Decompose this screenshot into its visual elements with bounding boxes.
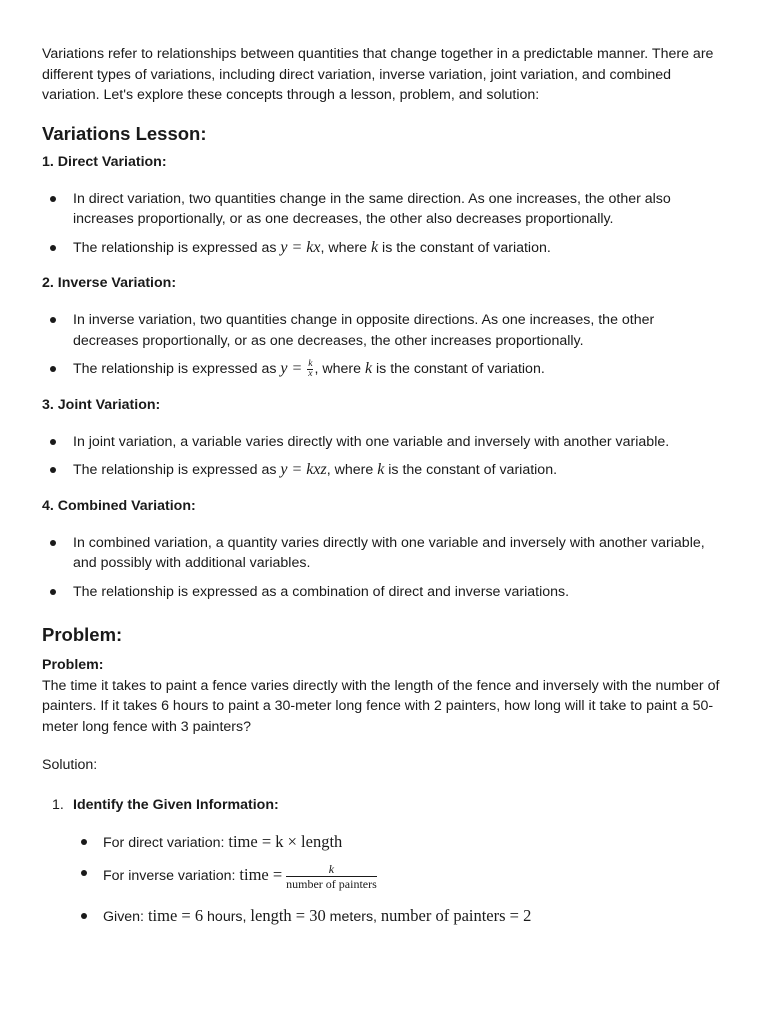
fraction-denominator: x <box>308 368 313 379</box>
inverse-variation-list <box>42 310 722 380</box>
bullet-text: hours, <box>203 908 251 925</box>
bullet-text: In direct variation, two quantities change in the same direction. As one increases, the other also increases proportionally, or as one decreases, the other also decreases proportionally. <box>73 190 671 227</box>
list-item <box>42 238 722 259</box>
bullet-text: For direct variation: <box>103 835 229 851</box>
list-item <box>42 460 722 481</box>
bullet-text: , where <box>314 361 365 377</box>
fraction-numerator: k <box>308 358 313 369</box>
bullet-text: is the constant of variation. <box>384 462 558 478</box>
math-variable: k <box>364 360 373 377</box>
step-title: Identify the Given Information: <box>73 796 279 813</box>
math-formula: y = kxz <box>280 461 327 478</box>
direct-variation-title: 1. Direct Variation: <box>42 153 167 170</box>
math-variable: k <box>370 238 379 256</box>
bullet-text: The relationship is expressed as a combination of direct and inverse variations. <box>73 583 570 600</box>
math-formula: time = 6 <box>147 905 204 925</box>
problem-heading: Problem: <box>42 624 123 645</box>
math-formula: y = kx <box>280 238 321 256</box>
combined-variation-list <box>42 533 722 603</box>
math-fraction <box>286 863 377 890</box>
problem-label: Problem: <box>42 657 104 673</box>
bullet-text: The relationship is expressed as <box>73 462 281 478</box>
problem-text: The time it takes to paint a fence varies directly with the length of the fence and inversely with the number of painters. If it takes 6 hours to paint a 30-meter long fence with 2 painters, how long will it take to paint a 50-meter long fence with 3 painters? <box>42 677 720 735</box>
fraction-numerator: k <box>286 863 377 877</box>
bullet-text: The relationship is expressed as <box>73 239 281 256</box>
bullet-text: The relationship is expressed as <box>73 361 281 377</box>
bullet-text: , where <box>326 462 378 478</box>
list-item <box>42 533 722 574</box>
bullet-text: Given: <box>103 908 148 925</box>
combined-variation-title: 4. Combined Variation: <box>42 497 196 514</box>
math-formula: y = <box>280 360 303 377</box>
bullet-text: is the constant of variation. <box>372 361 545 377</box>
joint-variation-title: 3. Joint Variation: <box>42 396 161 413</box>
bullet-text: is the constant of variation. <box>378 239 551 256</box>
bullet-text: In inverse variation, two quantities change in opposite directions. As one increases, the other decreases proportionally, or as one decreases, the other increases proportionally. <box>73 312 655 349</box>
list-item <box>42 359 722 380</box>
bullet-text: meters, <box>325 908 381 925</box>
direct-variation-list <box>42 189 722 259</box>
bullet-text: , where <box>320 239 371 256</box>
lesson-heading: Variations Lesson: <box>42 122 207 144</box>
intro-paragraph: Variations refer to relationships between quantities that change together in a predictable manner. There are different types of variations, including direct variation, inverse variation, joint variation, and combined variation. Let's explore these concepts through a lesson, problem, and solution: <box>42 46 714 103</box>
step-1 <box>42 795 722 816</box>
math-formula: number of painters = 2 <box>380 905 532 925</box>
list-item <box>42 832 722 854</box>
fraction-denominator: number of painters <box>286 876 377 891</box>
list-item <box>42 906 722 928</box>
step-number: 1. <box>52 796 64 813</box>
solution-label: Solution: <box>42 757 98 773</box>
list-item <box>42 432 722 453</box>
given-info-list <box>42 832 722 927</box>
list-item <box>42 863 722 890</box>
document-body <box>42 44 722 927</box>
math-variable: k <box>377 461 385 478</box>
list-item <box>42 189 722 230</box>
list-item <box>42 310 722 351</box>
math-formula: length = 30 <box>250 905 326 925</box>
math-formula: time = k × length <box>228 832 343 851</box>
math-fraction <box>307 360 313 379</box>
bullet-text: In joint variation, a variable varies directly with one variable and inversely with another variable. <box>73 433 670 450</box>
joint-variation-list <box>42 432 722 481</box>
bullet-text: For inverse variation: <box>103 867 240 884</box>
bullet-text: In combined variation, a quantity varies directly with one variable and inversely with another variable, and possibly with additional variables. <box>73 534 705 571</box>
math-formula: time = <box>239 864 283 884</box>
inverse-variation-title: 2. Inverse Variation: <box>42 275 177 291</box>
list-item <box>42 582 722 603</box>
